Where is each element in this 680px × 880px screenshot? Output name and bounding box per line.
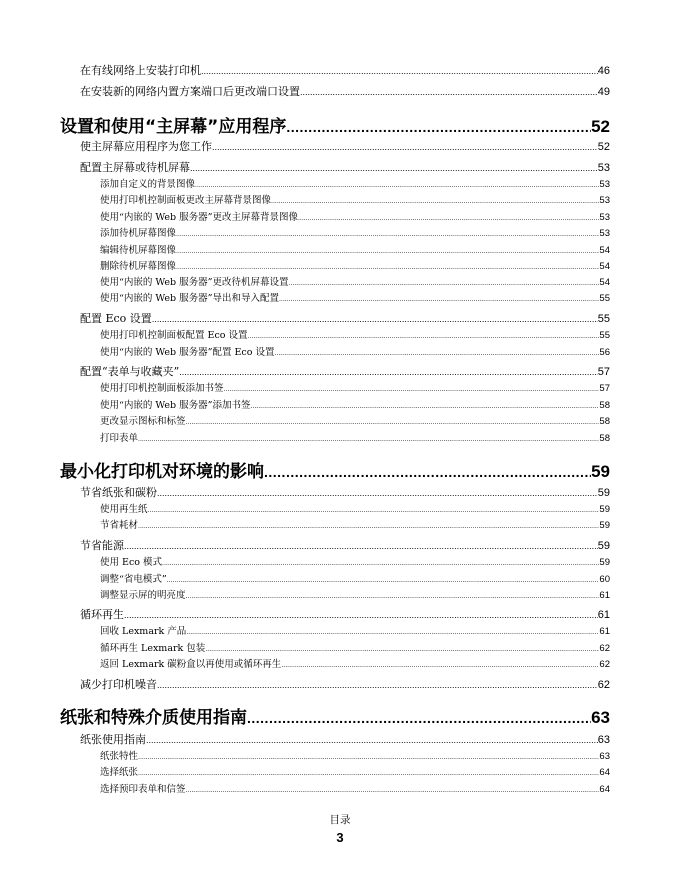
- toc-heading-page: 63: [591, 708, 610, 727]
- toc-subentry[interactable]: [100, 626, 610, 639]
- toc-leader-dots: [186, 785, 600, 797]
- toc-subentry-page: 56: [599, 347, 610, 358]
- toc-leader-dots: [281, 660, 599, 672]
- toc-subentry-page: 54: [599, 245, 610, 256]
- toc-subentry[interactable]: [100, 767, 610, 780]
- toc-entry[interactable]: [80, 365, 610, 379]
- toc-subentry-label: 使用“内嵌的 Web 服务器”添加书签: [100, 400, 251, 411]
- toc-subentry[interactable]: [100, 504, 610, 517]
- toc-subentry[interactable]: [100, 520, 610, 533]
- toc-entry-label: 节省能源: [80, 539, 124, 552]
- toc-subentry-label: 选择纸张: [100, 767, 139, 778]
- toc-leader-dots: [286, 116, 591, 138]
- toc-leader-dots: [162, 558, 599, 570]
- toc-leader-dots: [148, 505, 600, 517]
- toc-leader-dots: [176, 229, 599, 241]
- toc-subentry[interactable]: [100, 590, 610, 603]
- toc-leader-dots: [274, 348, 599, 360]
- toc-subentry-page: 58: [599, 433, 610, 444]
- toc-leader-dots: [190, 161, 598, 175]
- toc-leader-dots: [138, 768, 599, 780]
- toc-entry[interactable]: [80, 85, 610, 99]
- toc-subentry-page: 54: [599, 277, 610, 288]
- toc-entry-label: 循环再生: [80, 608, 124, 621]
- toc-entry-label: 纸张使用指南: [80, 733, 146, 746]
- toc-entry-label: 配置主屏幕或待机屏幕: [80, 161, 190, 174]
- toc-entry-label: 配置 Eco 设置: [80, 312, 152, 325]
- toc-leader-dots: [124, 608, 598, 622]
- toc-entry[interactable]: [80, 733, 610, 747]
- toc-section-heading[interactable]: [60, 707, 610, 729]
- toc-subentry-label: 使用再生纸: [100, 504, 148, 515]
- toc-entry-page: 59: [597, 487, 610, 499]
- toc-subentry-label: 添加待机屏幕图像: [100, 228, 177, 239]
- toc-subentry-page: 57: [599, 383, 610, 394]
- toc-entry-page: 52: [597, 141, 610, 153]
- toc-entry-label: 在有线网络上安装打印机: [80, 64, 201, 77]
- toc-subentry-page: 62: [599, 659, 610, 670]
- toc-entry-page: 49: [597, 86, 610, 98]
- toc-entry[interactable]: [80, 608, 610, 622]
- toc-subentry-page: 54: [599, 261, 610, 272]
- toc-entry[interactable]: [80, 312, 610, 326]
- toc-subentry-label: 更改显示图标和标签: [100, 416, 186, 427]
- toc-subentry-page: 55: [599, 330, 610, 341]
- toc-leader-dots: [186, 627, 599, 639]
- toc-subentry-label: 节省耗材: [100, 520, 139, 531]
- toc-subentry-label: 调整“省电模式”: [100, 574, 167, 585]
- toc-subentry[interactable]: [100, 195, 610, 208]
- toc-heading-label: 纸张和特殊介质使用指南: [60, 708, 247, 728]
- toc-entry[interactable]: [80, 486, 610, 500]
- toc-leader-dots: [298, 213, 599, 225]
- toc-entry-page: 61: [597, 609, 610, 621]
- toc-leader-dots: [167, 575, 600, 587]
- toc-subentry[interactable]: [100, 245, 610, 258]
- toc-leader-dots: [201, 64, 598, 78]
- toc-section-heading[interactable]: [60, 461, 610, 483]
- toc-subentry[interactable]: [100, 416, 610, 429]
- toc-leader-dots: [138, 521, 599, 533]
- toc-leader-dots: [152, 312, 598, 326]
- toc-entry-label: 减少打印机噪音: [80, 678, 157, 691]
- toc-leader-dots: [138, 752, 599, 764]
- toc-subentry[interactable]: [100, 784, 610, 797]
- toc-entry-label: 节省纸张和碳粉: [80, 486, 157, 499]
- toc-leader-dots: [247, 707, 591, 729]
- toc-entry-page: 63: [597, 734, 610, 746]
- toc-leader-dots: [195, 180, 599, 192]
- toc-subentry-page: 59: [599, 504, 610, 515]
- toc-subentry[interactable]: [100, 557, 610, 570]
- toc-subentry-label: 循环再生 Lexmark 包装: [100, 643, 206, 654]
- toc-entry-label: 使主屏幕应用程序为您工作: [80, 140, 212, 153]
- page-number: 3: [336, 830, 344, 845]
- toc-subentry-label: 回收 Lexmark 产品: [100, 626, 187, 637]
- toc-subentry[interactable]: [100, 659, 610, 672]
- toc-subentry-label: 使用打印机控制面板配置 Eco 设置: [100, 330, 248, 341]
- toc-entry-page: 46: [597, 65, 610, 77]
- toc-subentry-label: 使用“内嵌的 Web 服务器”更改待机屏幕设置: [100, 277, 289, 288]
- toc-entry[interactable]: [80, 140, 610, 154]
- toc-subentry[interactable]: [100, 433, 610, 446]
- toc-subentry-label: 编辑待机屏幕图像: [100, 245, 177, 256]
- toc-subentry-label: 添加自定义的背景图像: [100, 179, 196, 190]
- toc-entry-page: 62: [597, 679, 610, 691]
- toc-leader-dots: [288, 278, 599, 290]
- toc-heading-page: 59: [591, 462, 610, 481]
- toc-leader-dots: [138, 434, 599, 446]
- toc-subentry-label: 使用“内嵌的 Web 服务器”配置 Eco 设置: [100, 347, 275, 358]
- toc-subentry-label: 返回 Lexmark 碳粉盒以再使用或循环再生: [100, 659, 282, 670]
- toc-leader-dots: [157, 678, 598, 692]
- toc-subentry-page: 64: [599, 767, 610, 778]
- toc-leader-dots: [176, 262, 599, 274]
- toc-subentry-page: 55: [599, 293, 610, 304]
- toc-entry-page: 55: [597, 313, 610, 325]
- toc-subentry[interactable]: [100, 400, 610, 413]
- toc-entry-page: 53: [597, 162, 610, 174]
- toc-subentry-label: 使用打印机控制面板更改主屏幕背景图像: [100, 195, 272, 206]
- toc-subentry-label: 使用“内嵌的 Web 服务器”导出和导入配置: [100, 293, 279, 304]
- toc-leader-dots: [205, 644, 599, 656]
- toc-leader-dots: [300, 85, 598, 99]
- toc-subentry-page: 58: [599, 416, 610, 427]
- toc-leader-dots: [224, 384, 600, 396]
- toc-subentry-label: 删除待机屏幕图像: [100, 261, 177, 272]
- toc-subentry-page: 53: [599, 228, 610, 239]
- toc-subentry-page: 58: [599, 400, 610, 411]
- toc-subentry-label: 打印表单: [100, 433, 139, 444]
- toc-entry[interactable]: [80, 539, 610, 553]
- toc-entry-label: 在安装新的网络内置方案端口后更改端口设置: [80, 85, 300, 98]
- toc-entry-page: 57: [597, 366, 610, 378]
- toc-leader-dots: [124, 539, 598, 553]
- toc-subentry-page: 59: [599, 520, 610, 531]
- toc-leader-dots: [279, 294, 599, 306]
- toc-leader-dots: [248, 331, 600, 343]
- toc-leader-dots: [176, 246, 599, 258]
- toc-leader-dots: [250, 401, 599, 413]
- toc-subentry[interactable]: [100, 293, 610, 306]
- footer-title: 目录: [329, 814, 351, 826]
- toc-subentry-page: 61: [599, 626, 610, 637]
- toc-entry[interactable]: [80, 161, 610, 175]
- toc-subentry-page: 61: [599, 590, 610, 601]
- toc-subentry[interactable]: [100, 330, 610, 343]
- toc-entry[interactable]: [80, 64, 610, 78]
- toc-subentry-label: 使用“内嵌的 Web 服务器”更改主屏幕背景图像: [100, 212, 298, 223]
- toc-subentry-page: 53: [599, 212, 610, 223]
- toc-leader-dots: [146, 733, 598, 747]
- toc-subentry[interactable]: [100, 277, 610, 290]
- toc-subentry-page: 60: [599, 574, 610, 585]
- toc-subentry-label: 使用 Eco 模式: [100, 557, 163, 568]
- toc-section-heading[interactable]: [60, 116, 610, 138]
- toc-subentry-page: 53: [599, 195, 610, 206]
- toc-subentry-page: 62: [599, 643, 610, 654]
- toc-heading-label: 最小化打印机对环境的影响: [60, 462, 264, 482]
- toc-leader-dots: [264, 461, 591, 483]
- toc-subentry-page: 53: [599, 179, 610, 190]
- toc-leader-dots: [271, 196, 599, 208]
- toc-subentry-label: 纸张特性: [100, 751, 139, 762]
- toc-subentry[interactable]: [100, 643, 610, 656]
- toc-heading-page: 52: [591, 117, 610, 136]
- toc-subentry[interactable]: [100, 228, 610, 241]
- toc-subentry[interactable]: [100, 347, 610, 360]
- toc-leader-dots: [179, 365, 598, 379]
- toc-subentry[interactable]: [100, 574, 610, 587]
- toc-subentry[interactable]: [100, 383, 610, 396]
- toc-leader-dots: [157, 486, 598, 500]
- toc-entry[interactable]: [80, 678, 610, 692]
- toc-subentry-page: 64: [599, 784, 610, 795]
- toc-subentry-page: 63: [599, 751, 610, 762]
- toc-subentry-label: 使用打印机控制面板添加书签: [100, 383, 224, 394]
- toc-subentry-label: 调整显示屏的明亮度: [100, 590, 186, 601]
- toc-subentry[interactable]: [100, 261, 610, 274]
- toc-subentry[interactable]: [100, 179, 610, 192]
- toc-leader-dots: [186, 591, 600, 603]
- toc-leader-dots: [186, 417, 600, 429]
- toc-subentry-page: 59: [599, 557, 610, 568]
- toc-heading-label: 设置和使用“主屏幕”应用程序: [60, 117, 287, 137]
- toc-entry-page: 59: [597, 540, 610, 552]
- toc-entry-label: 配置“表单与收藏夹”: [80, 365, 180, 378]
- toc-leader-dots: [212, 140, 598, 154]
- toc-subentry[interactable]: [100, 212, 610, 225]
- toc-subentry[interactable]: [100, 751, 610, 764]
- toc-subentry-label: 选择预印表单和信签: [100, 784, 186, 795]
